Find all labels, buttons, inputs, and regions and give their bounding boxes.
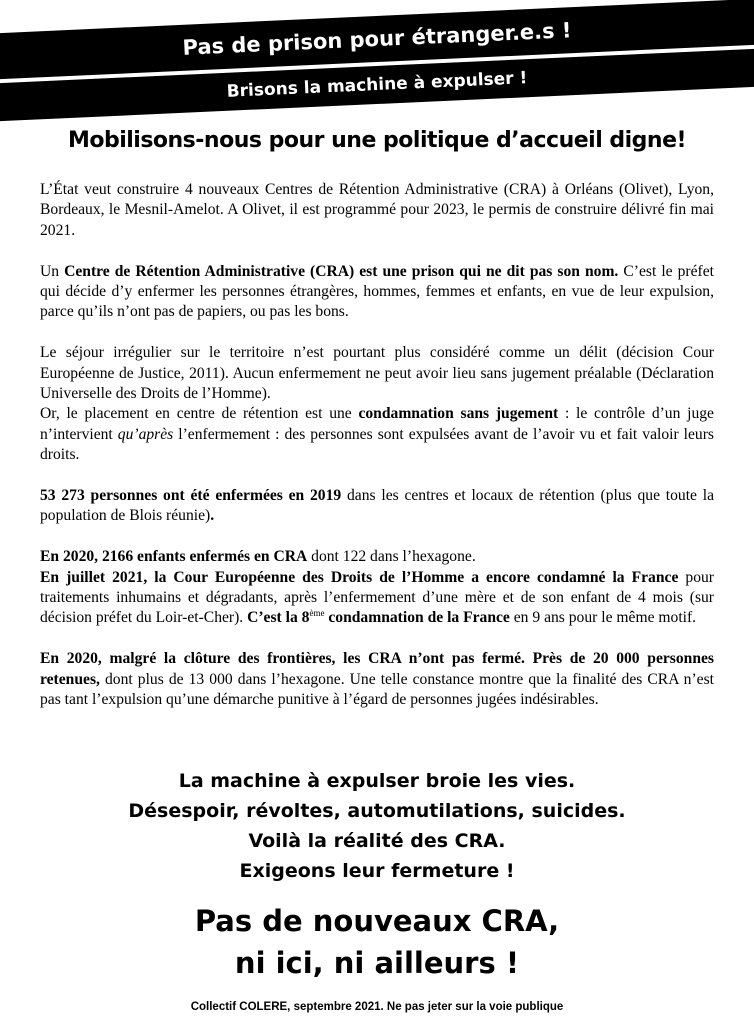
final-slogan: [0, 900, 754, 984]
final-slogan-line: Pas de nouveaux CRA,: [194, 904, 560, 938]
title-banner-text: Pas de prison pour étranger.e.s !: [182, 18, 572, 60]
slogan-line: Voilà la réalité des CRA.: [248, 830, 506, 852]
p4-post: l’enfermement : des personnes sont expulsées avant de l’avoir vu et fait valoir leurs droits.: [40, 425, 714, 464]
paragraph-new-cra: L’État veut construire 4 nouveaux Centres de Rétention Administrative (CRA) à Orléans (Olivet), Lyon, Bordeaux, le Mesnil-Amelot. A Olivet, il est programmé pour 2023, le permis de construire délivré fin mai 2021.: [40, 181, 714, 239]
p5-bold: 53 273 personnes ont été enfermées en 2019: [40, 487, 342, 505]
slogans: [0, 766, 754, 886]
p2-bold: Centre de Rétention Administrative (CRA) est une prison qui ne dit pas son nom.: [64, 262, 619, 280]
p7-bold2b: condamnation de la France: [324, 609, 510, 627]
paragraph-2019-figures: [40, 486, 714, 527]
p6-bold: En 2020, 2166 enfants enfermés en CRA: [40, 548, 308, 566]
headline: Mobilisons-nous pour une politique d’accueil digne!: [67, 128, 687, 153]
paragraph-cra-prison: [40, 262, 714, 323]
paragraph-2020-borders: [40, 649, 714, 710]
p2-post: C’est le préfet qui décide d’y enfermer les personnes étrangères, hommes, femmes et enfants, en vue de leur expulsion, parce qu’ils n’ont pas de papiers, ou pas les bons.: [40, 262, 714, 321]
final-slogan-line: ni ici, ni ailleurs !: [234, 946, 520, 980]
p7-bold1: En juillet 2021, la Cour Européenne des Droits de l’Homme a encore condamné la France: [40, 568, 679, 586]
slogan-line: La machine à expulser broie les vies.: [178, 770, 576, 792]
p4-mid: : le contrôle d’un juge n’intervient: [40, 405, 714, 443]
p7-sup: ème: [309, 608, 325, 619]
p8-bold: En 2020, malgré la clôture des frontières, les CRA n’ont pas fermé. Près de 20 000 personnes retenues,: [40, 650, 714, 688]
p2-pre: Un: [40, 262, 65, 280]
slogan-line: Désespoir, révoltes, automutilations, suicides.: [128, 800, 626, 822]
paragraph-irregular-stay: Le séjour irrégulier sur le territoire n’est pourtant plus considéré comme un délit (décision Cour Européenne de Justice, 2011). Aucun enfermement ne peut avoir lieu sans jugement préalable (Déclaration Universelle des Droits de l’Homme).: [40, 344, 714, 403]
p4-pre: Or, le placement en centre de rétention est une: [40, 405, 359, 423]
paragraph-children: [40, 547, 714, 567]
p5-end: .: [210, 507, 215, 525]
paragraph-no-judgment: [40, 404, 714, 465]
body-text: [40, 180, 714, 731]
p7-post: en 9 ans pour le même motif.: [509, 609, 697, 627]
paragraph-echr: [40, 568, 714, 629]
p5-post: dans les centres et locaux de rétention (plus que toute la population de Blois réunie): [40, 487, 714, 525]
p4-italic: qu’après: [117, 425, 174, 443]
p7-mid: pour traitements inhumains et dégradants, après l’enfermement d’une mère et de son enfant de 4 mois (sur décision préfet du Loir-et-Cher).: [40, 568, 714, 627]
p4-bold: condamnation sans jugement: [358, 405, 559, 423]
footer-credit: Collectif COLERE, septembre 2021. Ne pas jeter sur la voie publique: [190, 1001, 564, 1013]
p8-post: dont plus de 13 000 dans l’hexagone. Une telle constance montre que la finalité des CRA n’est pas tant l’expulsion qu’une démarche punitive à l’égard de personnes jugées indésirables.: [40, 670, 714, 709]
p7-bold2a: C’est la 8: [247, 609, 310, 627]
slogan-line: Exigeons leur fermeture !: [239, 860, 515, 882]
p6-post: dont 122 dans l’hexagone.: [307, 548, 476, 566]
subtitle-banner-text: Brisons la machine à expulser !: [226, 68, 528, 102]
